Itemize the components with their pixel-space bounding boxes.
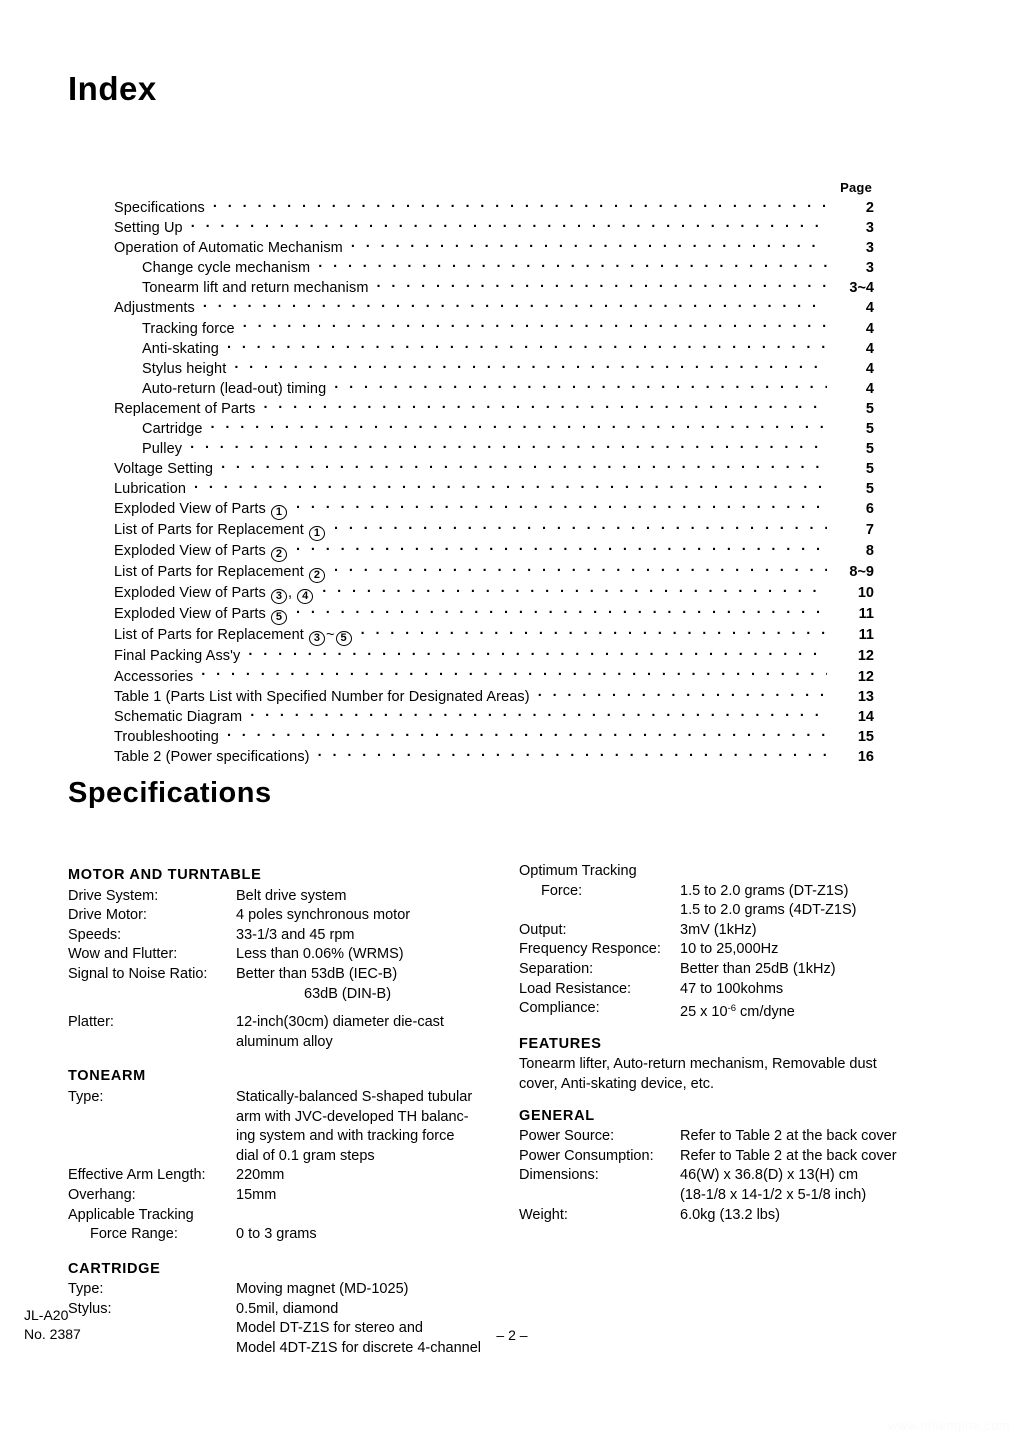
toc-leader-dots xyxy=(248,646,827,660)
general-row xyxy=(519,1147,969,1167)
toc-entry-label: Accessories xyxy=(114,668,194,685)
toc-entry-label: Table 1 (Parts List with Specified Number for Designated Areas) xyxy=(114,688,530,705)
toc-entry[interactable] xyxy=(114,583,874,604)
toc-entry-label: Replacement of Parts xyxy=(114,400,256,417)
toc-entry-label: Stylus height xyxy=(142,360,227,377)
circled-number-2: 2 xyxy=(271,547,287,562)
spec-label: Output: xyxy=(519,921,567,938)
toc-entry[interactable] xyxy=(114,479,874,499)
footer-model-name: JL-A20 xyxy=(24,1307,69,1323)
toc-leader-dots xyxy=(227,727,827,741)
optimum-tracking-force-value-line2: 1.5 to 2.0 grams (4DT-Z1S) xyxy=(680,902,857,919)
dimensions-second-line: (18-1/8 x 14-1/2 x 5-1/8 inch) xyxy=(680,1186,867,1203)
section-title-motor-and-turntable: MOTOR AND TURNTABLE xyxy=(68,867,262,883)
toc-entry-page: 5 xyxy=(865,441,874,458)
toc-entry[interactable] xyxy=(114,359,874,379)
tonearm-type-line-2: ing system and with tracking force xyxy=(236,1128,455,1145)
toc-entry-label: Pulley xyxy=(142,441,183,458)
section-title-tonearm: TONEARM xyxy=(68,1068,146,1085)
optimum-tracking-label-line1: Optimum Tracking xyxy=(519,863,637,879)
toc-entry-label: Table 2 (Power specifications) xyxy=(114,748,310,765)
toc-leader-dots xyxy=(227,339,827,353)
compliance-value xyxy=(680,999,969,1023)
toc-leader-dots xyxy=(334,520,827,534)
toc-leader-dots xyxy=(334,379,827,393)
tonearm-rows xyxy=(68,1166,508,1205)
footer-document-number: No. 2387 xyxy=(24,1326,81,1342)
circled-number-2: 2 xyxy=(309,568,325,583)
optimum-tracking-force-row xyxy=(519,882,969,902)
toc-entry-label: Change cycle mechanism xyxy=(142,260,311,277)
applicable-tracking-label-line1: Applicable Tracking xyxy=(68,1206,194,1223)
toc-entry[interactable] xyxy=(114,198,874,218)
toc-entry-page: 15 xyxy=(857,728,874,745)
toc-entry-page: 5 xyxy=(865,421,874,438)
platter-row xyxy=(68,1013,508,1033)
weight-label: Weight: xyxy=(519,1206,568,1223)
optimum-tracking-rows xyxy=(519,921,969,999)
toc-entry-page: 11 xyxy=(858,606,874,623)
toc-entry-page: 3 xyxy=(865,220,874,237)
spacer xyxy=(68,1004,508,1013)
toc-entry-label: Operation of Automatic Mechanism xyxy=(114,240,343,257)
toc-entry-page: 8 xyxy=(865,543,874,560)
spec-value: 4 poles synchronous motor xyxy=(236,907,411,924)
toc-leader-dots xyxy=(296,541,827,555)
toc-entry-page: 5 xyxy=(865,461,874,478)
toc-entry-page: 5 xyxy=(865,400,874,417)
toc-entry-label: List of Parts for Replacement 2 xyxy=(114,563,326,583)
toc-entry[interactable] xyxy=(114,562,874,583)
toc-entry-page: 4 xyxy=(865,360,874,377)
general-rows xyxy=(519,1127,969,1186)
compliance-value-exponent: -6 xyxy=(727,1003,737,1015)
tonearm-type-line-1: arm with JVC-developed TH balanc- xyxy=(236,1108,469,1125)
general-row xyxy=(519,1166,969,1186)
tonearm-type-line-0: Statically-balanced S-shaped tubular xyxy=(236,1088,473,1105)
toc-entry-label: Exploded View of Parts 2 xyxy=(114,542,288,562)
cartridge-stylus-line-0: 0.5mil, diamond xyxy=(236,1300,339,1317)
optimum-tracking-row xyxy=(519,960,969,980)
circled-number-3: 3 xyxy=(309,631,325,646)
specs-left-column xyxy=(68,866,508,1359)
toc-entry-label: Tonearm lift and return mechanism xyxy=(142,280,369,297)
toc-entry-page: 4 xyxy=(865,300,874,317)
section-title-general: GENERAL xyxy=(519,1107,595,1124)
toc-leader-dots xyxy=(203,298,827,312)
toc-entry[interactable] xyxy=(114,319,874,339)
spec-label: Frequency Responce: xyxy=(519,941,661,958)
tonearm-type-line-3: dial of 0.1 gram steps xyxy=(236,1147,375,1164)
cartridge-stylus-label: Stylus: xyxy=(68,1300,112,1317)
compliance-row xyxy=(519,999,969,1023)
toc-leader-dots xyxy=(361,625,827,639)
toc-entry-page: 6 xyxy=(865,501,874,518)
spec-value: Better than 25dB (1kHz) xyxy=(680,960,836,977)
spec-value: 10 to 25,000Hz xyxy=(680,941,779,958)
page-column-header: Page xyxy=(840,180,872,195)
toc-leader-dots xyxy=(296,604,827,618)
spec-label: Drive System: xyxy=(68,887,159,904)
toc-leader-dots xyxy=(190,439,827,453)
spec-value: Refer to Table 2 at the back cover xyxy=(680,1147,897,1164)
toc-leader-dots xyxy=(538,687,827,701)
optimum-tracking-force-label: Force: xyxy=(541,882,583,899)
tonearm-type-row xyxy=(68,1088,508,1108)
circled-number-4: 4 xyxy=(297,589,313,604)
toc-entry[interactable] xyxy=(114,541,874,562)
spec-value: Less than 0.06% (WRMS) xyxy=(236,946,404,963)
weight-row xyxy=(519,1206,969,1226)
optimum-tracking-force-value-line1: 1.5 to 2.0 grams (DT-Z1S) xyxy=(680,882,849,899)
toc-entry[interactable] xyxy=(114,339,874,359)
toc-entry-page: 13 xyxy=(857,688,874,705)
spec-value: 15mm xyxy=(236,1186,277,1203)
tonearm-row xyxy=(68,1186,508,1206)
toc-entry[interactable] xyxy=(114,747,874,767)
cartridge-stylus-line-1: Model DT-Z1S for stereo and xyxy=(236,1320,423,1337)
toc-entry[interactable] xyxy=(114,258,874,278)
toc-entry[interactable] xyxy=(114,625,874,646)
toc-rows-container xyxy=(114,198,874,767)
toc-leader-dots xyxy=(377,278,827,292)
index-heading: Index xyxy=(68,70,157,107)
cartridge-type-row xyxy=(68,1280,508,1300)
motor-turntable-rows xyxy=(68,887,508,985)
watermark: www.hifiengine.com xyxy=(887,1418,1010,1433)
toc-entry[interactable] xyxy=(114,604,874,625)
toc-entry-label: Setting Up xyxy=(114,220,183,237)
toc-entry[interactable] xyxy=(114,499,874,520)
spec-value: Better than 53dB (IEC-B) xyxy=(236,965,398,982)
spec-label: Signal to Noise Ratio: xyxy=(68,965,208,982)
spec-label: Speeds: xyxy=(68,926,122,943)
spec-value: 33-1/3 and 45 rpm xyxy=(236,926,355,943)
toc-entry[interactable] xyxy=(114,667,874,687)
circled-number-1: 1 xyxy=(309,526,325,541)
spec-value: Belt drive system xyxy=(236,887,347,904)
section-title-cartridge: CARTRIDGE xyxy=(68,1260,161,1277)
spec-label: Effective Arm Length: xyxy=(68,1167,206,1184)
motor-turntable-row xyxy=(68,926,508,946)
table-of-contents xyxy=(114,180,874,767)
motor-turntable-row xyxy=(68,887,508,907)
spec-label: Power Consumption: xyxy=(519,1147,654,1164)
circled-number-1: 1 xyxy=(271,505,287,520)
motor-turntable-row xyxy=(68,906,508,926)
toc-entry-page: 14 xyxy=(857,708,874,725)
toc-entry-label: Anti-skating xyxy=(142,340,219,357)
toc-leader-dots xyxy=(322,583,827,597)
toc-entry-label: Exploded View of Parts 3 , 4 xyxy=(114,584,314,604)
toc-entry[interactable] xyxy=(114,727,874,747)
toc-entry[interactable] xyxy=(114,520,874,541)
toc-entry-label: Auto-return (lead-out) timing xyxy=(142,380,327,397)
toc-leader-dots xyxy=(334,562,827,576)
circled-number-5: 5 xyxy=(336,631,352,646)
spec-label: Power Source: xyxy=(519,1128,615,1145)
compliance-value-suffix: cm/dyne xyxy=(736,1004,795,1021)
optimum-tracking-row xyxy=(519,940,969,960)
toc-leader-dots xyxy=(263,399,827,413)
toc-entry-page: 5 xyxy=(865,481,874,498)
toc-entry-page: 3 xyxy=(865,240,874,257)
cartridge-stylus-line-2: Model 4DT-Z1S for discrete 4-channel xyxy=(236,1340,481,1357)
tracking-force-range-value: 0 to 3 grams xyxy=(236,1226,317,1243)
toc-entry-page: 16 xyxy=(857,748,874,765)
toc-entry-page: 4 xyxy=(865,340,874,357)
toc-leader-dots xyxy=(351,238,827,252)
toc-entry[interactable] xyxy=(114,707,874,727)
toc-entry[interactable] xyxy=(114,419,874,439)
features-text-line2: cover, Anti-skating device, etc. xyxy=(519,1075,715,1092)
toc-entry-label: Troubleshooting xyxy=(114,728,219,745)
toc-entry[interactable] xyxy=(114,439,874,459)
spec-value: 220mm xyxy=(236,1167,285,1184)
toc-entry-label: Tracking force xyxy=(142,320,235,337)
toc-leader-dots xyxy=(250,707,827,721)
optimum-tracking-row xyxy=(519,921,969,941)
weight-value: 6.0kg (13.2 lbs) xyxy=(680,1206,780,1223)
compliance-value-prefix: 25 x 10 xyxy=(680,1004,728,1021)
tonearm-row xyxy=(68,1166,508,1186)
cartridge-type-label: Type: xyxy=(68,1281,104,1298)
circled-number-5: 5 xyxy=(271,610,287,625)
platter-value-line1: 12-inch(30cm) diameter die-cast xyxy=(236,1014,444,1031)
toc-entry-page: 3 xyxy=(865,260,874,277)
toc-entry[interactable] xyxy=(114,238,874,258)
toc-leader-dots xyxy=(318,258,827,272)
toc-entry[interactable] xyxy=(114,379,874,399)
motor-turntable-row xyxy=(68,945,508,965)
spec-label: Load Resistance: xyxy=(519,980,632,997)
tracking-force-range-row xyxy=(68,1225,508,1245)
cartridge-stylus-row xyxy=(68,1300,508,1320)
spec-value: Refer to Table 2 at the back cover xyxy=(680,1128,897,1145)
features-text-line1: Tonearm lifter, Auto-return mechanism, Removable dust xyxy=(519,1056,877,1073)
specs-right-column xyxy=(519,862,969,1225)
toc-leader-dots xyxy=(318,747,827,761)
optimum-tracking-row xyxy=(519,980,969,1000)
toc-entry-page: 2 xyxy=(865,200,874,216)
footer-page-number: – 2 – xyxy=(496,1327,528,1343)
toc-entry-page: 10 xyxy=(857,585,874,602)
toc-leader-dots xyxy=(221,459,827,473)
toc-leader-dots xyxy=(296,499,827,513)
toc-entry-label: Lubrication xyxy=(114,481,187,498)
spec-value: 46(W) x 36.8(D) x 13(H) cm xyxy=(680,1167,859,1184)
section-title-features: FEATURES xyxy=(519,1035,602,1052)
toc-entry-label: Specifications xyxy=(114,200,205,216)
spec-value: 3mV (1kHz) xyxy=(680,921,757,938)
spec-label: Separation: xyxy=(519,960,594,977)
toc-leader-dots xyxy=(201,667,827,681)
toc-entry-page: 4 xyxy=(865,320,874,337)
toc-entry-label: Schematic Diagram xyxy=(114,708,243,725)
spec-value: 47 to 100kohms xyxy=(680,980,784,997)
toc-leader-dots xyxy=(234,359,827,373)
general-row xyxy=(519,1127,969,1147)
spec-label: Overhang: xyxy=(68,1186,136,1203)
compliance-label: Compliance: xyxy=(519,1000,600,1017)
toc-entry[interactable] xyxy=(114,459,874,479)
toc-entry[interactable] xyxy=(114,278,874,298)
toc-entry-label: Exploded View of Parts 1 xyxy=(114,500,288,520)
toc-entry-label: Cartridge xyxy=(142,421,203,438)
toc-entry-label: List of Parts for Replacement 3 ~ 5 xyxy=(114,626,353,646)
spec-label: Wow and Flutter: xyxy=(68,946,178,963)
toc-entry-label: Voltage Setting xyxy=(114,461,214,478)
toc-entry-page: 3~4 xyxy=(849,280,874,297)
spec-label: Drive Motor: xyxy=(68,907,147,924)
toc-entry-page: 12 xyxy=(857,668,874,685)
toc-entry-label: Final Packing Ass'y xyxy=(114,648,241,665)
toc-entry[interactable] xyxy=(114,399,874,419)
platter-value-line2: aluminum alloy xyxy=(236,1033,333,1050)
toc-entry-page: 11 xyxy=(858,627,874,644)
motor-turntable-row xyxy=(68,965,508,985)
tracking-force-range-label: Force Range: xyxy=(90,1226,178,1243)
toc-entry-page: 7 xyxy=(865,522,874,539)
toc-leader-dots xyxy=(213,198,827,212)
spec-label: Dimensions: xyxy=(519,1167,599,1184)
specifications-heading: Specifications xyxy=(68,777,272,809)
snr-second-line-value: 63dB (DIN-B) xyxy=(304,985,392,1002)
toc-leader-dots xyxy=(243,319,827,333)
cartridge-type-value: Moving magnet (MD-1025) xyxy=(236,1281,409,1298)
tonearm-type-label: Type: xyxy=(68,1088,104,1105)
toc-entry-page: 8~9 xyxy=(849,564,874,581)
toc-entry[interactable] xyxy=(114,218,874,238)
toc-entry-label: Exploded View of Parts 5 xyxy=(114,605,288,625)
toc-leader-dots xyxy=(191,218,827,232)
toc-entry-page: 12 xyxy=(857,648,874,665)
toc-entry-label: List of Parts for Replacement 1 xyxy=(114,521,326,541)
circled-number-3: 3 xyxy=(271,589,287,604)
toc-leader-dots xyxy=(211,419,827,433)
toc-entry-label: Adjustments xyxy=(114,300,195,317)
toc-entry[interactable] xyxy=(114,646,874,666)
toc-entry[interactable] xyxy=(114,687,874,707)
toc-leader-dots xyxy=(194,479,827,493)
toc-entry[interactable] xyxy=(114,298,874,318)
platter-label: Platter: xyxy=(68,1014,114,1031)
toc-entry-page: 4 xyxy=(865,380,874,397)
